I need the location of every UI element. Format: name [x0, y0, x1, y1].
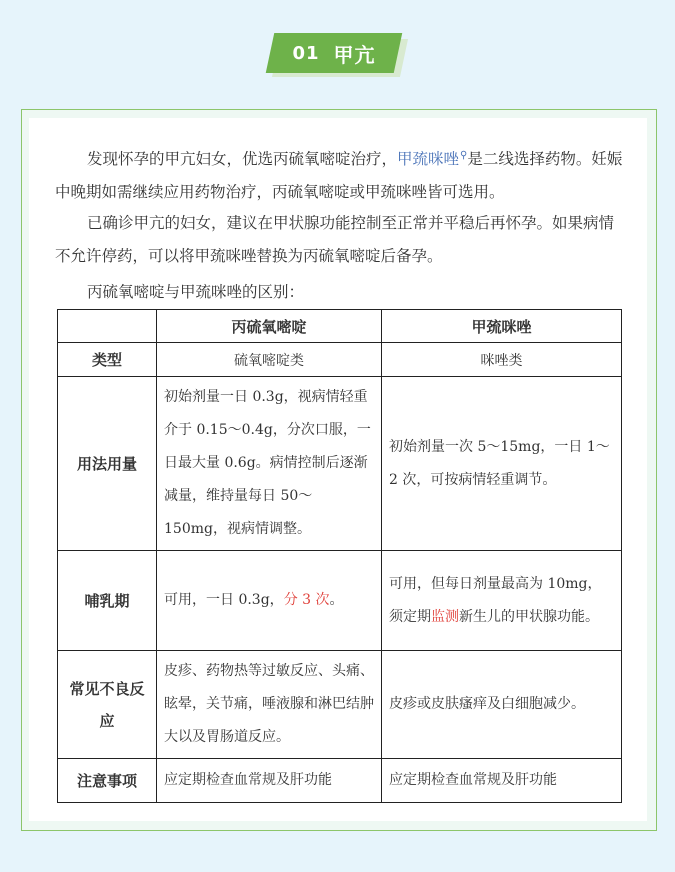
row-label: 用法用量 — [58, 377, 157, 551]
cell-mmi: 应定期检查血常规及肝功能 — [382, 759, 622, 803]
row-label: 注意事项 — [58, 759, 157, 803]
cell-ptu: 初始剂量一日 0.3g，视病情轻重介于 0.15～0.4g，分次口服，一日最大量 0.6g。病情控制后逐渐减量，维持量每日 50～150mg，视病情调整。 — [157, 377, 382, 551]
table-row — [58, 343, 622, 377]
cell-ptu: 可用，一日 0.3g，分 3 次。 — [157, 551, 382, 651]
section-header-label — [270, 33, 398, 73]
cell-ptu: 皮疹、药物热等过敏反应、头痛、眩晕，关节痛，唾液腺和淋巴结肿大以及胃肠道反应。 — [157, 651, 382, 759]
row-label: 哺乳期 — [58, 551, 157, 651]
cell-mmi: 皮疹或皮肤瘙痒及白细胞减少。 — [382, 651, 622, 759]
table-row — [58, 759, 622, 803]
paragraph-2: 已确诊甲亢的妇女，建议在甲状腺功能控制至正常并平稳后再怀孕。如果病情不允许停药，可以将甲巯咪唑替换为丙硫氧嘧啶后备孕。 — [55, 214, 615, 265]
table-header-ptu: 丙硫氧嘧啶 — [157, 310, 382, 343]
paragraph-1: 发现怀孕的甲亢妇女，优选丙硫氧嘧啶治疗，甲巯咪唑⚲是二线选择药物。妊娠中晚期如需继续应用药物治疗，丙硫氧嘧啶或甲巯咪唑皆可选用。 — [55, 150, 623, 202]
table-row — [58, 651, 622, 759]
table-header-empty — [58, 310, 157, 343]
section-header — [270, 33, 408, 79]
section-title: 甲亢 — [333, 42, 376, 67]
comparison-table — [57, 309, 622, 803]
table-header-row — [58, 310, 622, 343]
paragraph-3: 丙硫氧嘧啶与甲巯咪唑的区别： — [87, 283, 305, 301]
table-row — [58, 377, 622, 551]
cell-ptu: 应定期检查血常规及肝功能 — [157, 759, 382, 803]
section-number: 01 — [292, 42, 320, 64]
cell-ptu: 硫氧嘧啶类 — [157, 343, 382, 377]
table-row — [58, 551, 622, 651]
row-label: 类型 — [58, 343, 157, 377]
cell-mmi: 可用，但每日剂量最高为 10mg，须定期监测新生儿的甲状腺功能。 — [382, 551, 622, 651]
cell-mmi: 初始剂量一次 5～15mg，一日 1～2 次，可按病情轻重调节。 — [382, 377, 622, 551]
drug-link-methimazole[interactable]: 甲巯咪唑⚲ — [397, 150, 468, 169]
cell-mmi: 咪唑类 — [382, 343, 622, 377]
table-header-mmi: 甲巯咪唑 — [382, 310, 622, 343]
search-icon: ⚲ — [460, 150, 468, 161]
row-label: 常见不良反应 — [58, 651, 157, 759]
